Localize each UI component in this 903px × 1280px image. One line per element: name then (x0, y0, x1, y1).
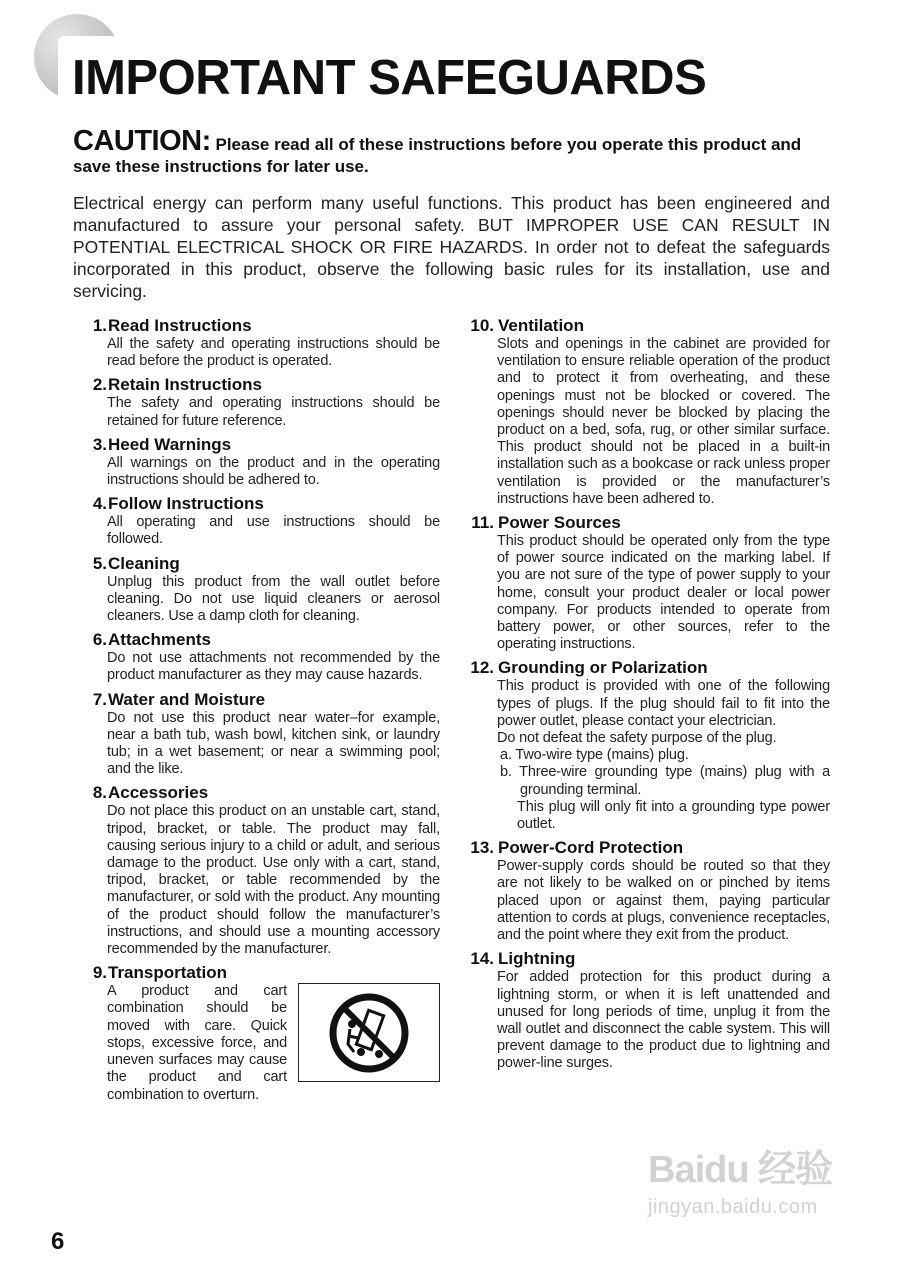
item-number: 8. (92, 783, 107, 803)
item-body: The safety and operating instructions should be retained for future reference. (107, 395, 440, 429)
item-number: 9. (92, 963, 107, 983)
item-number: 2. (92, 375, 107, 395)
item-number: 13. (470, 838, 494, 858)
item-title: Power Sources (498, 513, 621, 533)
baidu-watermark (648, 1150, 858, 1250)
grounding-sub-b: b. Three-wire grounding type (mains) plug with a grounding terminal. (500, 764, 830, 798)
page-title: IMPORTANT SAFEGUARDS (72, 51, 707, 105)
item-number: 1. (92, 316, 107, 335)
item-body: Do not place this product on an unstable cart, stand, tripod, bracket, or table. The product may fall, causing serious injury to a child or adult, and serious damage to the product. Use only with a cart, stand, tripod, bracket, or table recommended by the manufacturer, or sold with the product. Any mounting of the product should follow the manufacturer’s instructions, and should use a mounting accessory recommended by the manufacturer. (107, 803, 440, 958)
item-title: Water and Moisture (108, 689, 266, 709)
safeguard-item-grounding (459, 658, 830, 833)
item-body: All the safety and operating instructions should be read before the product is operated. (107, 336, 440, 370)
cart-tip-over-warning-icon (328, 992, 410, 1074)
item-body: A product and cart combination should be moved with care. Quick stops, excessive force, and uneven surfaces may cause the product and cart combination to overturn. (107, 983, 287, 1103)
item-title: Power-Cord Protection (498, 838, 684, 858)
intro-paragraph: Electrical energy can perform many useful functions. This product has been engineered and manufactured to assure your personal safety. BUT IMPROPER USE CAN RESULT IN POTENTIAL ELECTRICAL SHOCK OR FIRE HAZARDS. In order not to defeat the safeguards incorporated in this product, observe the following basic rules for its installation, use and servicing. (73, 193, 830, 301)
safeguard-item (80, 783, 440, 958)
item-body: Power-supply cords should be routed so that they are not likely to be walked on or pinched by items placed upon or against them, paying particular attention to cords at plugs, convenience receptacles, and the point where they exit from the product. (497, 858, 830, 944)
item-title: Cleaning (108, 553, 180, 573)
item-body: This product should be operated only from the type of power source indicated on the marking label. If you are not sure of the type of power supply to your home, consult your product dealer or local power company. For products intended to operate from battery power, or other sources, refer to the operating instructions. (497, 533, 830, 653)
item-title: Accessories (108, 783, 209, 803)
safeguard-item (80, 316, 440, 370)
safeguard-item (80, 375, 440, 429)
watermark-logo-text: Baidu 经验 (648, 1149, 833, 1191)
item-body: Slots and openings in the cabinet are provided for ventilation to ensure reliable operation of the product and to protect it from overheating, and these openings must not be blocked or covered. The openings should never be blocked by placing the product on a bed, sofa, rug, or other similar surface. This product should not be placed in a built-in installation such as a bookcase or rack unless proper ventilation is provided or the manufacturer’s instructions have been adhered to. (497, 336, 830, 507)
cart-warning-figure (298, 983, 440, 1082)
item-body: Unplug this product from the wall outlet before cleaning. Do not use liquid cleaners or aerosol cleaners. Use a damp cloth for cleaning. (107, 573, 440, 625)
grounding-body-2: Do not defeat the safety purpose of the plug. (497, 730, 777, 747)
safeguard-item (80, 494, 440, 548)
caution-label: CAUTION: (73, 125, 211, 157)
safeguard-item (459, 316, 830, 508)
item-body: All operating and use instructions should be followed. (107, 514, 440, 548)
item-number: 12. (470, 658, 494, 678)
item-body (497, 678, 830, 833)
safeguard-item (459, 949, 830, 1072)
watermark-url: jingyan.baidu.com (648, 1196, 818, 1218)
item-title: Retain Instructions (108, 375, 262, 395)
item-body: For added protection for this product during a lightning storm, or when it is left unattended and unused for long periods of time, unplug it from the wall outlet and disconnect the cable system. This will prevent damage to the product due to lightning and power-line surges. (497, 969, 830, 1072)
item-number: 4. (92, 494, 107, 514)
item-title: Attachments (108, 630, 211, 650)
item-number: 5. (92, 553, 107, 573)
caution-text: Please read all of these instructions before you operate this product and save these instructions for later use. (73, 135, 802, 176)
item-number: 10. (470, 316, 494, 335)
item-number: 14. (470, 949, 494, 969)
item-number: 7. (92, 689, 107, 709)
safeguard-item (459, 513, 830, 653)
grounding-body: This product is provided with one of the following types of plugs. If the plug should fail to fit into the power outlet, please contact your electrician. (497, 678, 830, 729)
item-body: All warnings on the product and in the operating instructions should be adhered to. (107, 454, 440, 489)
item-number: 11. (471, 513, 494, 533)
item-body: Do not use attachments not recommended by the product manufacturer as they may cause hazards. (107, 650, 440, 684)
safeguard-item-transportation (80, 963, 440, 1103)
item-number: 3. (92, 434, 107, 454)
grounding-sub-b-note: This plug will only fit into a grounding type power outlet. (517, 798, 830, 833)
item-title: Transportation (108, 963, 228, 983)
safeguard-item (80, 554, 440, 626)
left-column (80, 316, 440, 1109)
item-title: Follow Instructions (108, 494, 264, 514)
right-column (459, 316, 830, 1078)
item-title: Heed Warnings (108, 434, 232, 454)
item-title: Read Instructions (108, 316, 252, 335)
caution-notice (73, 126, 833, 178)
item-title: Lightning (498, 949, 576, 969)
safeguard-item (80, 690, 440, 779)
item-body: Do not use this product near water–for example, near a bath tub, wash bowl, kitchen sink, or laundry tub; in a wet basement; or near a swimming pool; and the like. (107, 709, 440, 778)
grounding-sub-a: a. Two-wire type (mains) plug. (500, 747, 689, 764)
safeguard-item (80, 630, 440, 684)
page-number: 6 (51, 1228, 65, 1255)
item-title: Grounding or Polarization (498, 658, 708, 678)
item-title: Ventilation (498, 316, 584, 335)
safeguard-item (459, 838, 830, 944)
item-number: 6. (92, 630, 107, 650)
safeguard-item (80, 435, 440, 489)
